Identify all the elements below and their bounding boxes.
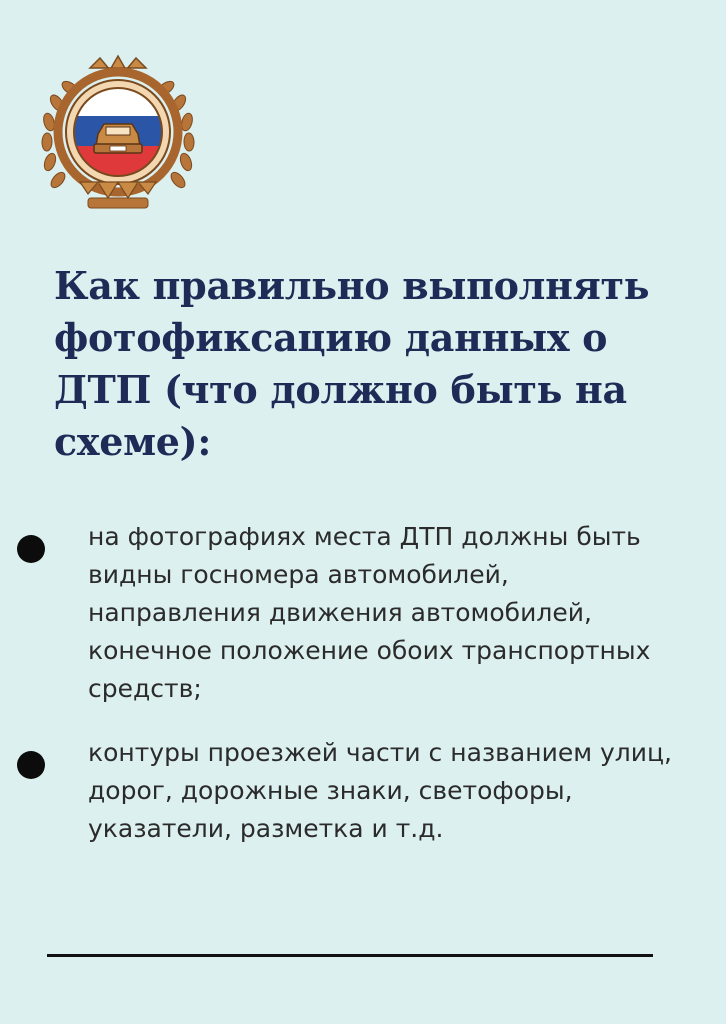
bullet-dot-icon xyxy=(17,535,45,563)
bullet-dot-icon xyxy=(17,751,45,779)
list-item xyxy=(0,734,726,848)
bullet-text: контуры проезжей части с названием улиц, дорог, дорожные знаки, светофоры, указатели, разметка и т.д. xyxy=(88,738,672,843)
bullet-list xyxy=(0,518,726,874)
divider xyxy=(47,954,653,957)
traffic-police-emblem-icon xyxy=(28,50,208,218)
page-title: Как правильно выполнять фотофиксацию данных о ДТП (что должно быть на схеме): xyxy=(54,263,650,464)
bullet-text: на фотографиях места ДТП должны быть видны госномера автомобилей, направления движения автомобилей, конечное положение обоих транспортных средств; xyxy=(88,522,651,703)
list-item xyxy=(0,518,726,708)
